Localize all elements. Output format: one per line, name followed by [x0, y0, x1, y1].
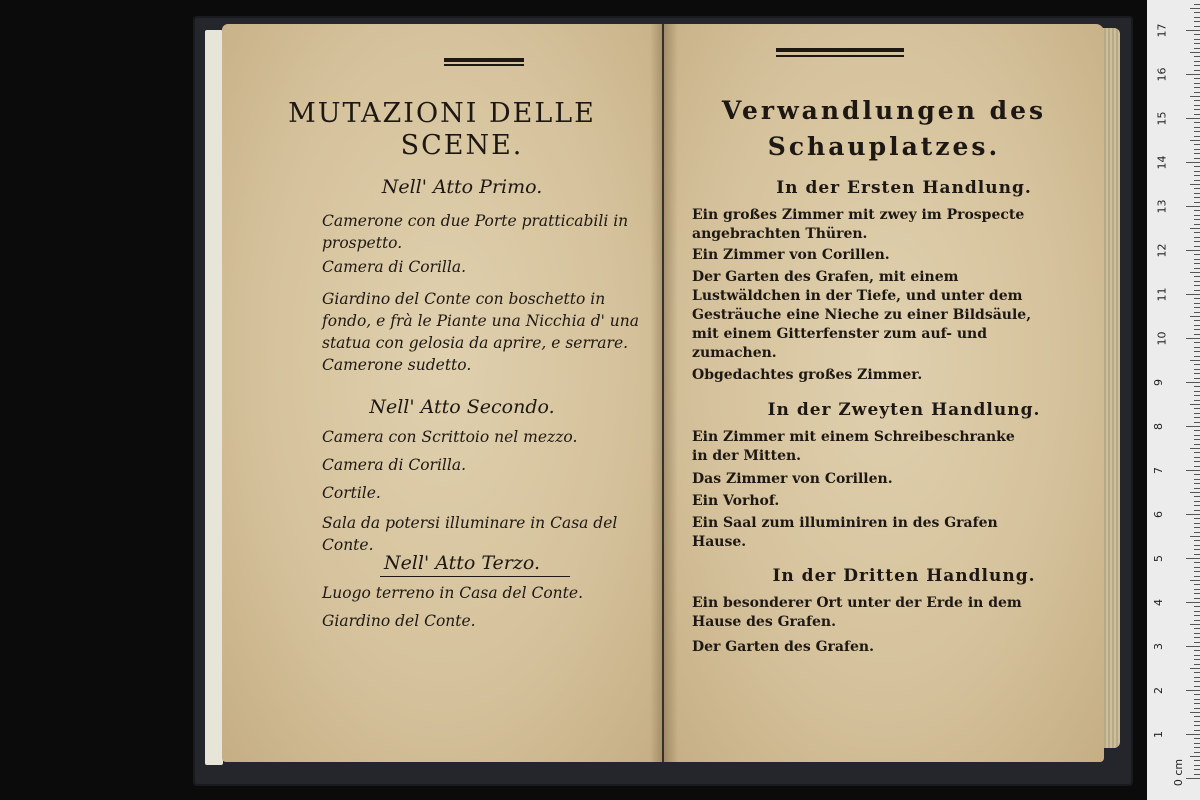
ruler-tick: [1194, 672, 1200, 673]
ornamental-rule: [444, 58, 524, 62]
ruler-tick: [1194, 87, 1200, 88]
ruler-tick: [1194, 422, 1200, 423]
ruler-tick: [1194, 637, 1200, 638]
ruler-tick: [1190, 8, 1200, 9]
ruler-tick: [1190, 272, 1200, 273]
ruler-tick: [1194, 237, 1200, 238]
ruler-tick: [1194, 109, 1200, 110]
act3-heading: Nell' Atto Terzo.: [383, 552, 541, 574]
ruler-tick: [1194, 408, 1200, 409]
act1-scene-3: Giardino del Conte con boschetto in fondo, e frà le Piante una Nicchia d' una statua con gelosia da aprire, e serrare.: [322, 290, 640, 352]
ruler-tick: [1194, 193, 1200, 194]
ruler-tick: [1194, 576, 1200, 577]
page-title-line2: SCENE.: [400, 130, 524, 161]
act3-heading: In der Dritten Handlung.: [772, 566, 1036, 586]
ruler-tick: [1190, 404, 1200, 405]
ruler-tick: [1194, 699, 1200, 700]
ruler-tick: [1194, 686, 1200, 687]
ruler-tick: [1194, 312, 1200, 313]
ruler-tick: [1194, 611, 1200, 612]
ruler-tick: [1194, 92, 1200, 93]
ruler-tick: [1194, 232, 1200, 233]
ruler-number: 3: [1152, 643, 1165, 650]
ruler-tick: [1194, 276, 1200, 277]
ruler-tick: [1194, 351, 1200, 352]
ruler-tick: [1194, 175, 1200, 176]
measuring-ruler: [1147, 0, 1200, 800]
ruler-tick: [1190, 228, 1200, 229]
act2-scene-2: Camera di Corilla.: [322, 456, 466, 474]
ruler-tick: [1194, 298, 1200, 299]
ruler-number: 1: [1152, 731, 1165, 738]
ornamental-rule-thin: [776, 55, 904, 57]
act2-heading: In der Zweyten Handlung.: [767, 400, 1041, 420]
act1-scene-2: Camera di Corilla.: [322, 258, 466, 276]
ruler-tick: [1190, 580, 1200, 581]
ruler-tick: [1194, 615, 1200, 616]
act3-scene-2: Der Garten des Grafen.: [692, 639, 874, 655]
ruler-tick: [1194, 61, 1200, 62]
act1-scene-1: Camerone con due Porte pratticabili in prospetto.: [322, 212, 629, 252]
ruler-tick: [1186, 118, 1200, 119]
ruler-tick: [1194, 158, 1200, 159]
act1-scene-3: Der Garten des Grafen, mit einem Lustwäldchen in der Tiefe, und unter dem Gesträuche eine Nieche zu einer Bildsäule, mit einem Gitterfenster zum auf- und zumachen.: [692, 269, 1032, 361]
ruler-tick: [1194, 17, 1200, 18]
ruler-tick: [1194, 444, 1200, 445]
ruler-tick: [1194, 325, 1200, 326]
ruler-tick: [1186, 74, 1200, 75]
ruler-tick: [1194, 703, 1200, 704]
ruler-tick: [1194, 210, 1200, 211]
act3-scene-2: Giardino del Conte.: [322, 612, 476, 630]
ruler-tick: [1194, 307, 1200, 308]
ruler-tick: [1186, 690, 1200, 691]
ruler-tick: [1194, 540, 1200, 541]
ruler-tick: [1190, 536, 1200, 537]
ruler-tick: [1194, 347, 1200, 348]
ruler-tick: [1190, 624, 1200, 625]
ruler-number: 7: [1152, 467, 1165, 474]
ruler-tick: [1194, 105, 1200, 106]
ruler-tick: [1194, 180, 1200, 181]
ruler-tick: [1194, 136, 1200, 137]
ruler-number: 15: [1155, 111, 1169, 126]
ruler-tick: [1194, 769, 1200, 770]
ruler-tick: [1194, 439, 1200, 440]
ruler-tick: [1194, 391, 1200, 392]
ruler-number: 2: [1152, 687, 1165, 694]
ruler-tick: [1194, 532, 1200, 533]
ruler-tick: [1186, 558, 1200, 559]
ruler-number: 8: [1152, 423, 1165, 430]
ruler-number: 10: [1155, 331, 1169, 346]
ruler-tick: [1194, 738, 1200, 739]
ruler-tick: [1194, 606, 1200, 607]
ruler-number: 16: [1155, 67, 1169, 82]
ruler-tick: [1194, 642, 1200, 643]
ruler-tick: [1186, 206, 1200, 207]
ruler-tick: [1194, 4, 1200, 5]
ruler-tick: [1194, 483, 1200, 484]
ruler-tick: [1194, 518, 1200, 519]
ruler-tick: [1194, 26, 1200, 27]
ruler-tick: [1194, 197, 1200, 198]
ruler-tick: [1194, 320, 1200, 321]
ruler-tick: [1194, 268, 1200, 269]
ruler-tick: [1194, 589, 1200, 590]
ruler-tick: [1194, 188, 1200, 189]
act2-scene-3: Cortile.: [322, 484, 381, 502]
ruler-tick: [1194, 694, 1200, 695]
ruler-tick: [1194, 549, 1200, 550]
ruler-tick: [1194, 303, 1200, 304]
ruler-tick: [1194, 488, 1200, 489]
ruler-tick: [1194, 259, 1200, 260]
heading-underline: [380, 576, 570, 577]
ruler-tick: [1194, 664, 1200, 665]
ruler-tick: [1186, 514, 1200, 515]
ruler-tick: [1194, 149, 1200, 150]
ruler-number: 9: [1152, 379, 1165, 386]
ruler-tick: [1194, 166, 1200, 167]
ruler-tick: [1194, 153, 1200, 154]
ruler-tick: [1194, 527, 1200, 528]
ruler-tick: [1194, 78, 1200, 79]
ruler-tick: [1194, 241, 1200, 242]
ruler-tick: [1190, 360, 1200, 361]
ruler-tick: [1194, 474, 1200, 475]
ruler-tick: [1194, 224, 1200, 225]
ruler-tick: [1190, 96, 1200, 97]
ruler-tick: [1194, 743, 1200, 744]
right-page: [664, 24, 1104, 762]
ruler-tick: [1194, 708, 1200, 709]
ruler-tick: [1194, 620, 1200, 621]
ruler-number: 5: [1152, 555, 1165, 562]
ruler-tick: [1194, 628, 1200, 629]
ruler-tick: [1186, 382, 1200, 383]
ruler-tick: [1194, 523, 1200, 524]
ruler-tick: [1190, 756, 1200, 757]
ruler-tick: [1194, 263, 1200, 264]
act2-scene-4: Ein Saal zum illuminiren in des Grafen Hause.: [692, 515, 998, 550]
book-gutter: [650, 24, 678, 762]
ruler-tick: [1194, 466, 1200, 467]
act1-scene-4: Camerone sudetto.: [322, 356, 472, 374]
ruler-tick: [1190, 712, 1200, 713]
ruler-tick: [1194, 285, 1200, 286]
ruler-tick: [1194, 356, 1200, 357]
page-title-line1: MUTAZIONI DELLE: [288, 98, 596, 129]
ruler-tick: [1194, 430, 1200, 431]
act2-scene-1: Ein Zimmer mit einem Schreibeschranke in der Mitten.: [692, 429, 1015, 464]
ruler-tick: [1186, 338, 1200, 339]
ruler-tick: [1194, 593, 1200, 594]
act1-heading: Nell' Atto Primo.: [381, 176, 543, 198]
ruler-tick: [1194, 342, 1200, 343]
ruler-tick: [1194, 83, 1200, 84]
ruler-tick: [1194, 400, 1200, 401]
ruler-tick: [1194, 725, 1200, 726]
left-page: [222, 24, 662, 762]
ruler-tick: [1194, 496, 1200, 497]
ruler-tick: [1190, 492, 1200, 493]
ruler-tick: [1194, 598, 1200, 599]
ruler-tick: [1194, 479, 1200, 480]
ruler-number: 14: [1155, 155, 1169, 170]
ruler-tick: [1194, 545, 1200, 546]
ruler-tick: [1194, 765, 1200, 766]
ruler-tick: [1194, 281, 1200, 282]
ruler-tick: [1194, 760, 1200, 761]
ruler-tick: [1186, 294, 1200, 295]
ruler-tick: [1190, 52, 1200, 53]
ruler-tick: [1194, 100, 1200, 101]
ruler-tick: [1186, 470, 1200, 471]
ruler-tick: [1194, 364, 1200, 365]
ruler-tick: [1194, 246, 1200, 247]
cover-inner-edge: [205, 30, 223, 765]
ruler-number: 11: [1155, 287, 1169, 302]
ornamental-rule: [776, 48, 904, 52]
ruler-tick: [1194, 677, 1200, 678]
ruler-tick: [1194, 122, 1200, 123]
ruler-tick: [1194, 567, 1200, 568]
ruler-tick: [1194, 21, 1200, 22]
ruler-number: 12: [1155, 243, 1169, 258]
ruler-tick: [1194, 417, 1200, 418]
ruler-tick: [1194, 202, 1200, 203]
ruler-tick: [1194, 659, 1200, 660]
ruler-tick: [1194, 501, 1200, 502]
ruler-tick: [1194, 510, 1200, 511]
ruler-tick: [1194, 505, 1200, 506]
ruler-tick: [1194, 716, 1200, 717]
ruler-number: 6: [1152, 511, 1165, 518]
ruler-tick: [1186, 30, 1200, 31]
act2-heading: Nell' Atto Secondo.: [369, 396, 555, 418]
ruler-tick: [1194, 215, 1200, 216]
ruler-tick: [1194, 378, 1200, 379]
ruler-unit-label: 0 cm: [1172, 758, 1186, 787]
ruler-tick: [1194, 571, 1200, 572]
ruler-tick: [1186, 646, 1200, 647]
ruler-tick: [1194, 254, 1200, 255]
ruler-tick: [1194, 43, 1200, 44]
act2-scene-3: Ein Vorhof.: [692, 493, 780, 509]
ruler-tick: [1194, 730, 1200, 731]
ruler-number: 13: [1155, 199, 1169, 214]
ruler-tick: [1194, 457, 1200, 458]
ruler-tick: [1194, 633, 1200, 634]
ruler-tick: [1194, 144, 1200, 145]
ruler-tick: [1186, 734, 1200, 735]
ruler-tick: [1194, 562, 1200, 563]
ruler-tick: [1194, 131, 1200, 132]
ruler-tick: [1194, 48, 1200, 49]
ruler-tick: [1194, 65, 1200, 66]
ruler-number: 17: [1155, 23, 1169, 38]
ruler-tick: [1186, 778, 1200, 779]
act1-heading: In der Ersten Handlung.: [776, 178, 1032, 198]
ruler-tick: [1190, 140, 1200, 141]
ruler-tick: [1194, 747, 1200, 748]
act2-scene-2: Das Zimmer von Corillen.: [692, 471, 893, 487]
ruler-tick: [1194, 171, 1200, 172]
ruler-tick: [1194, 34, 1200, 35]
ruler-tick: [1194, 452, 1200, 453]
ruler-tick: [1194, 395, 1200, 396]
ruler-tick: [1190, 184, 1200, 185]
ruler-number: 4: [1152, 599, 1165, 606]
page-title-line1: Verwandlungen des: [721, 96, 1047, 125]
ruler-tick: [1194, 461, 1200, 462]
ruler-tick: [1194, 584, 1200, 585]
ruler-tick: [1194, 114, 1200, 115]
ruler-tick: [1190, 448, 1200, 449]
ruler-tick: [1194, 373, 1200, 374]
act1-scene-4: Obgedachtes großes Zimmer.: [692, 367, 923, 383]
ruler-tick: [1194, 386, 1200, 387]
ruler-tick: [1194, 70, 1200, 71]
ruler-tick: [1186, 426, 1200, 427]
ruler-tick: [1186, 250, 1200, 251]
act2-scene-4: Sala da potersi illuminare in Casa del Conte.: [322, 514, 618, 554]
ruler-tick: [1194, 219, 1200, 220]
ruler-tick: [1194, 369, 1200, 370]
ruler-tick: [1194, 12, 1200, 13]
ruler-tick: [1194, 721, 1200, 722]
act3-scene-1: Ein besonderer Ort unter der Erde in dem Hause des Grafen.: [692, 595, 1022, 630]
ruler-tick: [1194, 752, 1200, 753]
ornamental-rule-thin: [444, 64, 524, 66]
act1-scene-1: Ein großes Zimmer mit zwey im Prospecte angebrachten Thüren.: [692, 207, 1025, 242]
ruler-tick: [1194, 554, 1200, 555]
ruler-tick: [1186, 602, 1200, 603]
ruler-tick: [1194, 774, 1200, 775]
act3-scene-1: Luogo terreno in Casa del Conte.: [322, 584, 583, 602]
ruler-tick: [1194, 681, 1200, 682]
act1-scene-2: Ein Zimmer von Corillen.: [692, 247, 890, 263]
ruler-tick: [1194, 56, 1200, 57]
ruler-tick: [1194, 290, 1200, 291]
ruler-tick: [1194, 329, 1200, 330]
ruler-tick: [1190, 668, 1200, 669]
ruler-tick: [1190, 316, 1200, 317]
ruler-tick: [1186, 162, 1200, 163]
ruler-tick: [1194, 127, 1200, 128]
ruler-tick: [1194, 650, 1200, 651]
ruler-tick: [1194, 413, 1200, 414]
ruler-tick: [1194, 655, 1200, 656]
act2-scene-1: Camera con Scrittoio nel mezzo.: [322, 428, 578, 446]
page-title-line2: Schauplatzes.: [767, 132, 1001, 161]
ruler-tick: [1194, 334, 1200, 335]
ruler-tick: [1194, 435, 1200, 436]
ruler-tick: [1194, 39, 1200, 40]
